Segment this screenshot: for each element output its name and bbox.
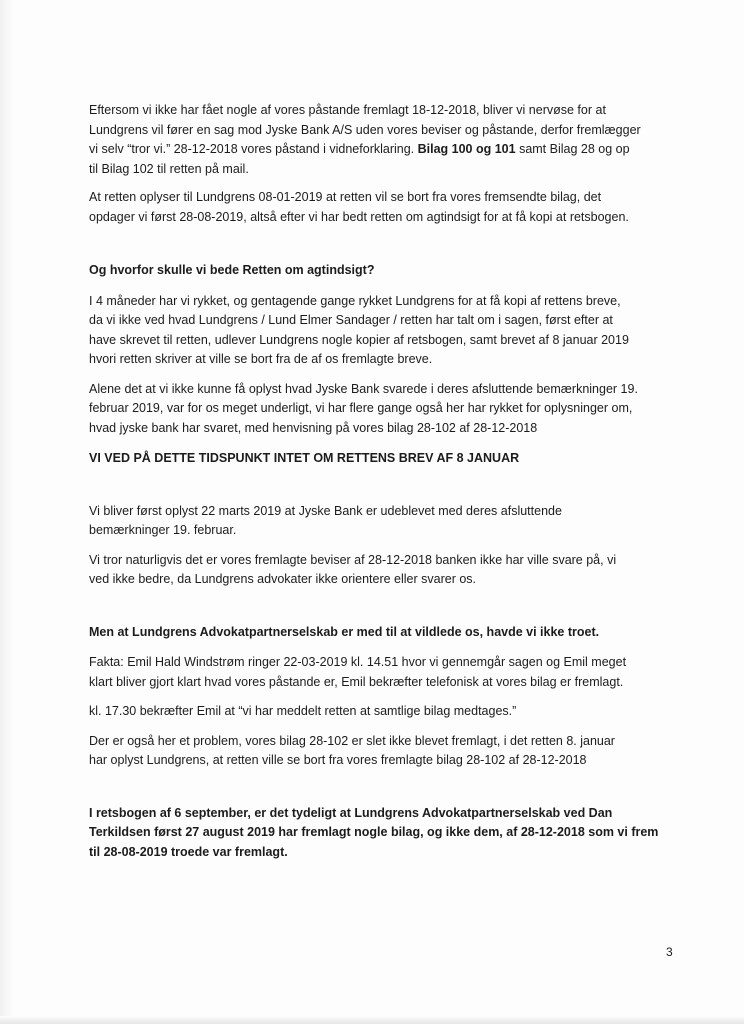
document-body [89,101,689,862]
page-number: 3 [666,945,673,959]
paragraph: kl. 17.30 bekræfter Emil at “vi har meddelt retten at samtlige bilag medtages.” [89,704,517,718]
section-heading: Men at Lundgrens Advokatpartnerselskab er med til at vildlede os, havde vi ikke troet. [89,624,600,639]
paragraph: Vi bliver først oplyst 22 marts 2019 at Jyske Bank er udeblevet med deres afsluttende bemærkninger 19. februar. [89,503,562,537]
section-heading: Og hvorfor skulle vi bede Retten om agtindsigt? [89,263,375,277]
closing-statement: I retsbogen af 6 september, er det tydeligt at Lundgrens Advokatpartnerselskab ved Dan Terkildsen først 27 august 2019 har fremlagt nogle bilag, og ikke dem, af 28-12-2018 som vi frem til 28-08-2019 troede var fremlagt. [89,805,659,859]
scan-shadow-left [0,0,14,1024]
paragraph: Der er også her et problem, vores bilag 28-102 er slet ikke blevet fremlagt, i det retten 8. januar har oplyst Lundgrens, at retten ville se bort fra vores fremlagte bilag 28-102 af 28-12-2018 [89,733,615,767]
paragraph-text: Eftersom vi ikke har fået nogle af vores påstande fremlagt 18-12-2018, bliver vi nervøse for at Lundgrens vil fører en sag mod Jyske Bank A/S uden vores beviser og påstande, derfor fremlægger vi selv “tror vi.” 28-12-2018 vores påstand i vidneforklaring. [89,103,641,156]
paragraph: Vi tror naturligvis det er vores fremlagte beviser af 28-12-2018 banken ikke har ville svare på, vi ved ikke bedre, da Lundgrens advokater ikke orientere eller svarer os. [89,552,617,586]
bold-reference: Bilag 100 og 101 [417,142,516,156]
paragraph: I 4 måneder har vi rykket, og gentagende gange rykket Lundgrens for at få kopi af rettens breve, da vi ikke ved hvad Lundgrens / Lund Elmer Sandager / retten har talt om i sagen, først efter at have skrevet til retten, udlever Lundgrens nogle kopier af retsbogen, samt brevet af 8 januar 2019 hvori retten skriver at ville se bort fra de af os fremlagte breve. [89,293,629,366]
paragraph [89,101,689,179]
paragraph: Fakta: Emil Hald Windstrøm ringer 22-03-2019 kl. 14.51 hvor vi gennemgår sagen og Emil meget klart bliver gjort klart hvad vores påstande er, Emil bekræfter telefonisk at vores bilag er fremlagt. [89,655,627,689]
scan-shadow-bottom [0,1016,744,1024]
paragraph: Alene det at vi ikke kunne få oplyst hvad Jyske Bank svarede i deres afsluttende bemærkninger 19. februar 2019, var for os meget underligt, vi har flere gange også her har rykket for oplysninger om, hvad jyske bank har svaret, med henvisning på vores bilag 28-102 af 28-12-2018 [89,381,638,435]
paragraph-text: samt Bilag 28 og op til Bilag 102 til retten på mail. [89,142,630,176]
paragraph: At retten oplyser til Lundgrens 08-01-2019 at retten vil se bort fra vores fremsendte bilag, det opdager vi først 28-08-2019, altså efter vi har bedt retten om agtindsigt for at få kopi at retsbogen. [89,190,629,224]
section-heading: VI VED PÅ DETTE TIDSPUNKT INTET OM RETTENS BREV AF 8 JANUAR [89,451,520,465]
